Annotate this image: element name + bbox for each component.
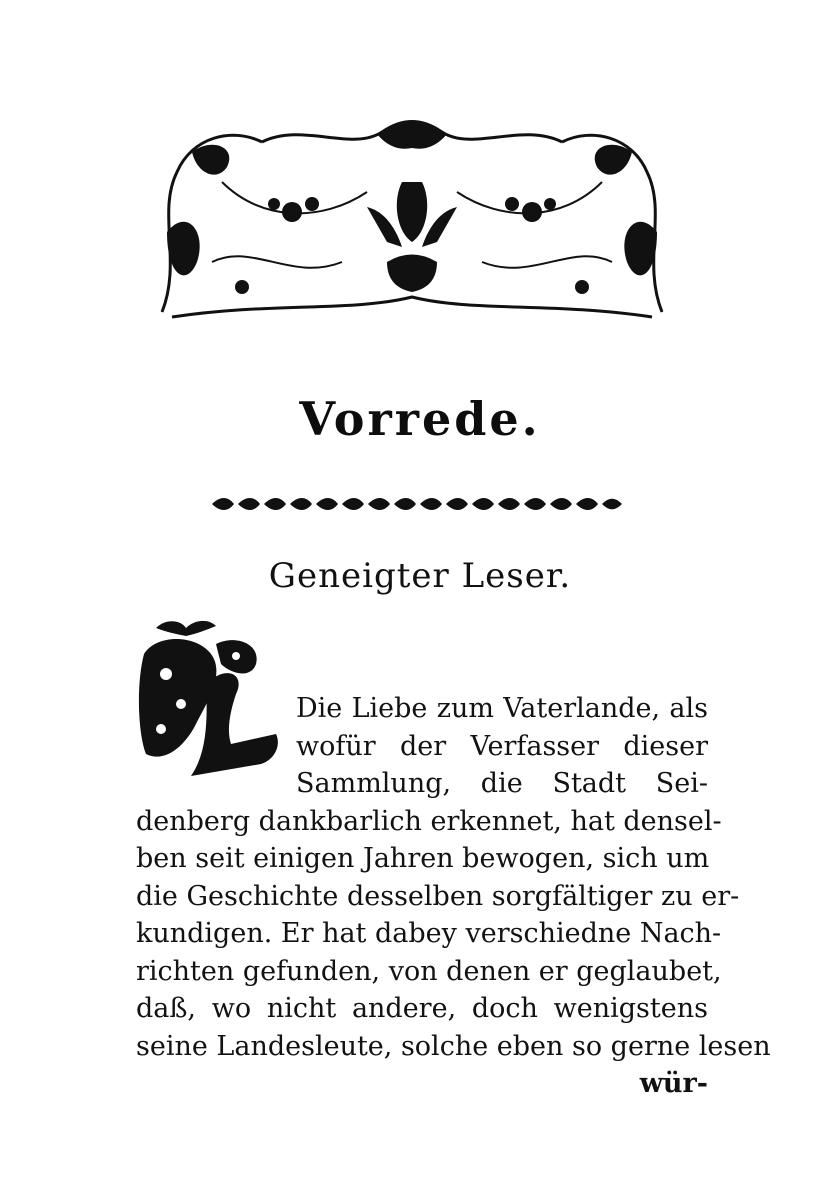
text-line: seine Landesleute, solche eben so gerne lesen: [136, 1030, 771, 1062]
text-line: wofür der Verfasser dieser: [296, 730, 708, 762]
headpiece-ornament-icon: [152, 112, 672, 326]
text-line: die Geschichte desselben sorgfältiger zu er-: [136, 880, 740, 912]
text-line: denberg dankbarlich erkennet, hat densel-: [136, 805, 722, 837]
body-text: [136, 690, 771, 1103]
text-line: kundigen. Er hat dabey verschiedne Nach-: [136, 918, 722, 949]
ornamental-rule-icon: [212, 492, 622, 516]
text-line: richten gefunden, von denen er geglaubet,: [136, 955, 722, 987]
text-line: Sammlung, die Stadt Sei-: [296, 768, 708, 799]
text-line: daß, wo nicht andere, doch wenigstens: [136, 993, 708, 1024]
text-line: ben seit einigen Jahren bewogen, sich um: [136, 843, 710, 874]
page-title: Vorrede.: [299, 392, 541, 446]
text-line: Die Liebe zum Vaterlande, als: [296, 693, 708, 724]
catchword: wür-: [639, 1068, 708, 1099]
salutation: Geneigter Leser.: [268, 556, 572, 596]
